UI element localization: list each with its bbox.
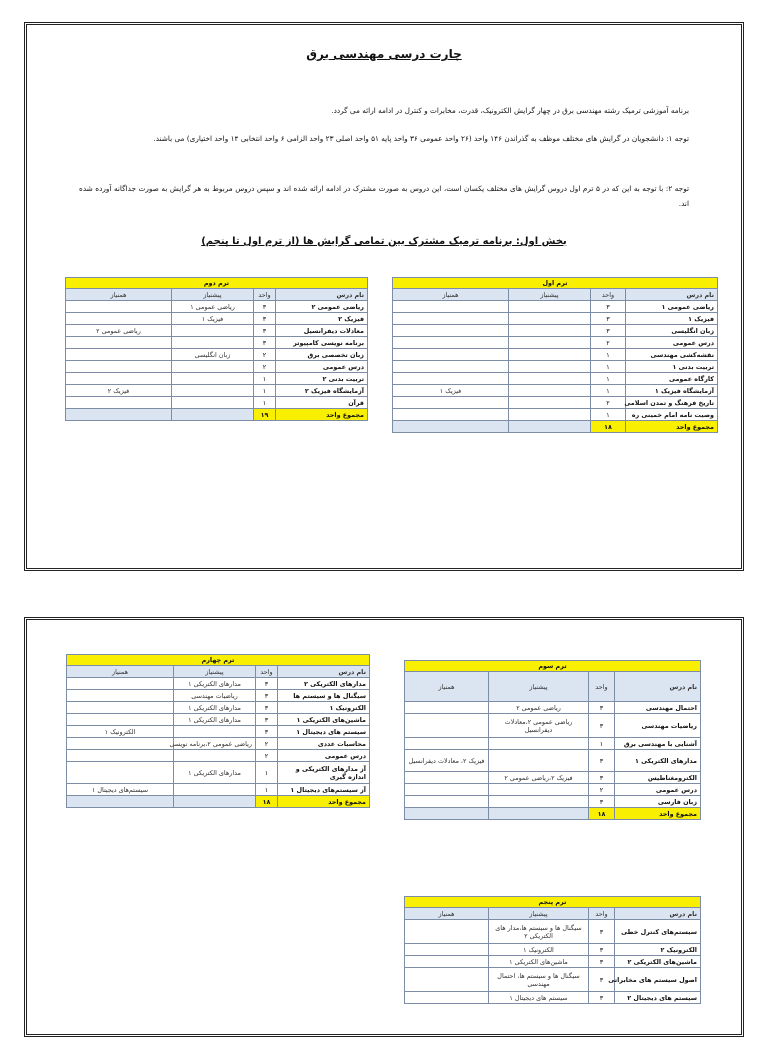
course-name: سیستم های دیجیتال ۲ <box>615 992 701 1004</box>
course-name: درس عمومی <box>278 750 370 762</box>
intro-paragraph: برنامه آموزشی ترمیک رشته مهندسی برق در چهار گرایش الکترونیک، قدرت، مخابرات و کنترل در ادامه ارائه می گردد. <box>331 106 689 115</box>
course-name: مدارهای الکتریکی ۱ <box>615 750 701 772</box>
table-row <box>67 738 370 750</box>
course-units: ۳ <box>256 726 278 738</box>
course-name: ریاضی عمومی ۱ <box>626 301 718 313</box>
col-header-units: واحد <box>254 289 276 301</box>
course-prereq: فیزیک ۲،ریاضی عمومی ۲ <box>489 772 589 784</box>
course-prereq: مدارهای الکتریکی ۱ <box>174 714 256 726</box>
table-row <box>393 349 718 361</box>
course-units: ۱ <box>591 373 626 385</box>
table-row <box>393 337 718 349</box>
course-name: کارگاه عمومی <box>626 373 718 385</box>
course-name: آز مدارهای الکتریکی و اندازه گیری <box>278 762 370 784</box>
course-coreq <box>404 968 488 992</box>
page-title: چارت درسی مهندسی برق <box>306 47 462 61</box>
course-coreq <box>393 301 509 313</box>
course-prereq: سیگنال ها و سیستم ها، احتمال مهندسی <box>489 968 589 992</box>
table-row <box>404 714 700 738</box>
col-header-units: واحد <box>256 666 278 678</box>
course-name: سیستم‌های کنترل خطی <box>615 920 701 944</box>
table-row <box>65 349 367 361</box>
col-header-name: نام درس <box>615 908 701 920</box>
table-row <box>65 373 367 385</box>
table-row <box>393 325 718 337</box>
course-prereq <box>489 796 589 808</box>
course-coreq <box>393 325 509 337</box>
course-name: قرآن <box>276 397 368 409</box>
col-header-prereq: پیشنیاز <box>489 672 589 702</box>
course-name: نقشه‌کشی مهندسی <box>626 349 718 361</box>
course-name: زبان انگلیسی <box>626 325 718 337</box>
course-prereq <box>174 726 256 738</box>
course-coreq <box>404 738 488 750</box>
course-name: الکترونیک ۱ <box>278 702 370 714</box>
course-units: ۳ <box>589 702 615 714</box>
col-header-units: واحد <box>589 672 615 702</box>
total-row <box>404 808 700 820</box>
table-row <box>65 397 367 409</box>
course-prereq: الکترونیک ۱ <box>489 944 589 956</box>
course-name: معادلات دیفرانسیل <box>276 325 368 337</box>
course-coreq <box>67 678 174 690</box>
table-row <box>65 337 367 349</box>
table-row <box>404 920 700 944</box>
course-prereq <box>172 373 254 385</box>
course-units: ۳ <box>589 796 615 808</box>
course-coreq <box>404 702 488 714</box>
table-row <box>67 702 370 714</box>
course-coreq <box>404 944 488 956</box>
course-units: ۱ <box>589 738 615 750</box>
course-units: ۳ <box>589 992 615 1004</box>
course-prereq: سیگنال ها و سیستم ها،مدار های الکتریکی ۲ <box>489 920 589 944</box>
table-row <box>65 301 367 313</box>
course-coreq <box>67 690 174 702</box>
course-prereq <box>509 361 591 373</box>
course-units: ۱ <box>591 361 626 373</box>
col-header-units: واحد <box>591 289 626 301</box>
course-name: مدارهای الکتریکی ۲ <box>278 678 370 690</box>
term-title: ترم پنجم <box>404 897 700 908</box>
course-prereq: فیزیک ۱ <box>172 313 254 325</box>
course-name: آز سیستم‌های دیجیتال ۱ <box>278 784 370 796</box>
table-row <box>393 409 718 421</box>
course-name: آزمایشگاه فیزیک ۲ <box>276 385 368 397</box>
course-units: ۱ <box>254 373 276 385</box>
course-prereq <box>172 385 254 397</box>
term-title: ترم دوم <box>65 278 367 289</box>
course-prereq <box>509 325 591 337</box>
table-row <box>393 373 718 385</box>
course-coreq <box>65 313 171 325</box>
course-prereq <box>509 337 591 349</box>
term-title: ترم اول <box>393 278 718 289</box>
col-header-prereq: پیشنیاز <box>172 289 254 301</box>
course-name: الکترومغناطیس <box>615 772 701 784</box>
total-row <box>65 409 367 421</box>
course-name: سیگنال ها و سیستم ها <box>278 690 370 702</box>
col-header-name: نام درس <box>278 666 370 678</box>
course-prereq: مدارهای الکتریکی ۱ <box>174 762 256 784</box>
course-name: برنامه نویسی کامپیوتر <box>276 337 368 349</box>
col-header-name: نام درس <box>276 289 368 301</box>
table-row <box>404 956 700 968</box>
course-prereq <box>489 784 589 796</box>
course-prereq <box>509 409 591 421</box>
course-prereq: زبان انگلیسی <box>172 349 254 361</box>
course-units: ۳ <box>589 944 615 956</box>
course-coreq: ریاضی عمومی ۲ <box>65 325 171 337</box>
course-name: درس عمومی <box>276 361 368 373</box>
note-2: توجه ۲: با توجه به این که در ۵ ترم اول دروس گرایش های مختلف یکسان است، این دروس به صورت مشترک در ادامه ارائه شده اند و سپس دروس مربوط به هر گرایش به صورت جداگانه آورده شده اند. <box>79 184 689 208</box>
course-prereq: مدارهای الکتریکی ۱ <box>174 678 256 690</box>
table-row <box>393 361 718 373</box>
course-coreq: فیزیک ۲ <box>65 385 171 397</box>
course-units: ۳ <box>256 678 278 690</box>
course-prereq: ریاضیات مهندسی <box>174 690 256 702</box>
table-row <box>393 313 718 325</box>
course-units: ۳ <box>254 301 276 313</box>
course-prereq <box>489 750 589 772</box>
col-header-coreq: همنیاز <box>65 289 171 301</box>
course-prereq <box>509 397 591 409</box>
course-units: ۲ <box>256 738 278 750</box>
course-coreq <box>67 714 174 726</box>
course-units: ۳ <box>591 325 626 337</box>
course-prereq <box>172 325 254 337</box>
course-units: ۳ <box>589 772 615 784</box>
term-5-table <box>404 896 701 1004</box>
course-prereq <box>489 738 589 750</box>
course-name: درس عمومی <box>615 784 701 796</box>
course-units: ۳ <box>589 968 615 992</box>
document-page-2 <box>24 617 744 1037</box>
course-name: تربیت بدنی ۲ <box>276 373 368 385</box>
term-2-table <box>65 277 368 421</box>
course-coreq <box>65 361 171 373</box>
table-row <box>404 702 700 714</box>
total-label: مجموع واحد <box>276 409 368 421</box>
course-coreq: سیستم‌های دیجیتال ۱ <box>67 784 174 796</box>
course-units: ۳ <box>256 714 278 726</box>
table-row <box>404 784 700 796</box>
course-prereq <box>509 313 591 325</box>
course-coreq <box>67 762 174 784</box>
col-header-coreq: همنیاز <box>67 666 174 678</box>
total-row <box>67 796 370 808</box>
document-page-1 <box>24 22 744 571</box>
table-row <box>67 678 370 690</box>
table-row <box>404 944 700 956</box>
table-row <box>404 968 700 992</box>
course-units: ۲ <box>591 397 626 409</box>
course-name: ماشین‌های الکتریکی ۲ <box>615 956 701 968</box>
col-header-coreq: همنیاز <box>404 908 488 920</box>
col-header-prereq: پیشنیاز <box>509 289 591 301</box>
course-coreq <box>393 361 509 373</box>
term-1-table <box>392 277 718 433</box>
table-row <box>67 784 370 796</box>
course-units: ۳ <box>589 956 615 968</box>
course-prereq: سیستم های دیجیتال ۱ <box>489 992 589 1004</box>
total-label: مجموع واحد <box>615 808 701 820</box>
course-prereq <box>509 349 591 361</box>
table-row <box>393 301 718 313</box>
table-row <box>67 714 370 726</box>
course-coreq <box>67 702 174 714</box>
course-units: ۳ <box>589 750 615 772</box>
course-coreq <box>393 337 509 349</box>
table-row <box>393 397 718 409</box>
course-coreq <box>67 738 174 750</box>
course-coreq <box>404 796 488 808</box>
course-prereq <box>174 784 256 796</box>
col-header-units: واحد <box>589 908 615 920</box>
course-name: ریاضی عمومی ۲ <box>276 301 368 313</box>
course-coreq <box>393 373 509 385</box>
course-prereq <box>509 385 591 397</box>
course-coreq <box>393 349 509 361</box>
course-units: ۳ <box>256 702 278 714</box>
course-coreq <box>65 301 171 313</box>
col-header-name: نام درس <box>626 289 718 301</box>
course-prereq: ماشین‌های الکتریکی ۱ <box>489 956 589 968</box>
course-coreq <box>65 373 171 385</box>
course-units: ۱ <box>256 762 278 784</box>
course-units: ۲ <box>591 337 626 349</box>
course-name: اصول سیستم های مخابراتی <box>615 968 701 992</box>
table-row <box>404 750 700 772</box>
course-coreq: فیزیک ۲، معادلات دیفرانسیل <box>404 750 488 772</box>
course-prereq: ریاضی عمومی ۱ <box>172 301 254 313</box>
course-name: احتمال مهندسی <box>615 702 701 714</box>
course-units: ۳ <box>591 301 626 313</box>
course-coreq <box>404 956 488 968</box>
course-prereq <box>172 337 254 349</box>
course-name: آزمایشگاه فیزیک ۱ <box>626 385 718 397</box>
course-coreq <box>404 920 488 944</box>
course-prereq <box>509 301 591 313</box>
table-row <box>404 738 700 750</box>
course-coreq: الکترونیک ۱ <box>67 726 174 738</box>
course-name: فیزیک ۲ <box>276 313 368 325</box>
note-1: توجه ۱: دانشجویان در گرایش های مختلف موظف به گذراندن ۱۴۶ واحد (۲۶ واحد عمومی ۳۶ واحد پایه ۵۱ واحد اصلی ۲۳ واحد الزامی ۶ واحد انتخابی ۱۴ واحد اختیاری) می باشند. <box>153 134 689 143</box>
table-row <box>393 385 718 397</box>
course-units: ۱ <box>591 385 626 397</box>
course-prereq <box>172 361 254 373</box>
course-units: ۳ <box>591 313 626 325</box>
col-header-coreq: همنیاز <box>393 289 509 301</box>
course-name: ریاضیات مهندسی <box>615 714 701 738</box>
course-units: ۳ <box>254 313 276 325</box>
course-units: ۲ <box>254 361 276 373</box>
total-label: مجموع واحد <box>626 421 718 433</box>
table-row <box>67 762 370 784</box>
col-header-prereq: پیشنیاز <box>174 666 256 678</box>
table-row <box>67 726 370 738</box>
course-coreq <box>393 409 509 421</box>
course-units: ۳ <box>589 920 615 944</box>
term-title: ترم چهارم <box>67 655 370 666</box>
course-name: درس عمومی <box>626 337 718 349</box>
course-units: ۳ <box>589 714 615 738</box>
course-coreq <box>393 313 509 325</box>
course-coreq <box>404 992 488 1004</box>
course-name: زبان تخصصی برق <box>276 349 368 361</box>
course-units: ۱ <box>256 784 278 796</box>
course-name: محاسبات عددی <box>278 738 370 750</box>
course-units: ۱ <box>591 409 626 421</box>
course-coreq <box>67 750 174 762</box>
course-coreq <box>393 397 509 409</box>
table-row <box>65 313 367 325</box>
course-prereq: ریاضی عمومی ۲ <box>489 702 589 714</box>
course-name: زبان فارسی <box>615 796 701 808</box>
course-prereq <box>509 373 591 385</box>
course-coreq <box>404 772 488 784</box>
course-name: وصیت نامه امام خمینی ره <box>626 409 718 421</box>
course-units: ۱ <box>254 385 276 397</box>
course-coreq <box>65 397 171 409</box>
course-units: ۳ <box>254 337 276 349</box>
total-units: ۱۸ <box>256 796 278 808</box>
course-name: فیزیک ۱ <box>626 313 718 325</box>
course-units: ۱ <box>254 397 276 409</box>
table-row <box>67 690 370 702</box>
term-3-table <box>404 660 701 820</box>
table-row <box>404 796 700 808</box>
course-prereq: مدارهای الکتریکی ۱ <box>174 702 256 714</box>
total-units: ۱۸ <box>589 808 615 820</box>
course-prereq <box>174 750 256 762</box>
course-name: آشنایی با مهندسی برق <box>615 738 701 750</box>
table-row <box>67 750 370 762</box>
total-units: ۱۸ <box>591 421 626 433</box>
term-title: ترم سوم <box>404 661 700 672</box>
course-units: ۲ <box>256 750 278 762</box>
course-name: الکترونیک ۲ <box>615 944 701 956</box>
course-name: تاریخ فرهنگ و تمدن اسلامی <box>626 397 718 409</box>
course-coreq <box>404 714 488 738</box>
term-4-table <box>66 654 370 808</box>
table-row <box>65 385 367 397</box>
course-units: ۳ <box>254 325 276 337</box>
course-coreq <box>65 337 171 349</box>
total-label: مجموع واحد <box>278 796 370 808</box>
section-heading: بخش اول: برنامه ترمیک مشترک بین تمامی گرایش ها (از ترم اول تا پنجم) <box>201 236 567 247</box>
course-units: ۱ <box>591 349 626 361</box>
table-row <box>65 361 367 373</box>
total-row <box>393 421 718 433</box>
course-coreq: فیزیک ۱ <box>393 385 509 397</box>
table-row <box>404 992 700 1004</box>
course-units: ۳ <box>256 690 278 702</box>
col-header-coreq: همنیاز <box>404 672 488 702</box>
col-header-name: نام درس <box>615 672 701 702</box>
total-units: ۱۹ <box>254 409 276 421</box>
course-prereq <box>172 397 254 409</box>
course-prereq: ریاضی عمومی ۲،معادلات دیفرانسیل <box>489 714 589 738</box>
table-row <box>65 325 367 337</box>
course-name: ماشین‌های الکتریکی ۱ <box>278 714 370 726</box>
table-row <box>404 772 700 784</box>
course-prereq: ریاضی عمومی ۲،برنامه نویسی <box>174 738 256 750</box>
course-coreq <box>65 349 171 361</box>
course-coreq <box>404 784 488 796</box>
col-header-prereq: پیشنیاز <box>489 908 589 920</box>
course-units: ۲ <box>254 349 276 361</box>
course-name: سیستم های دیجیتال ۱ <box>278 726 370 738</box>
course-name: تربیت بدنی ۱ <box>626 361 718 373</box>
course-units: ۲ <box>589 784 615 796</box>
